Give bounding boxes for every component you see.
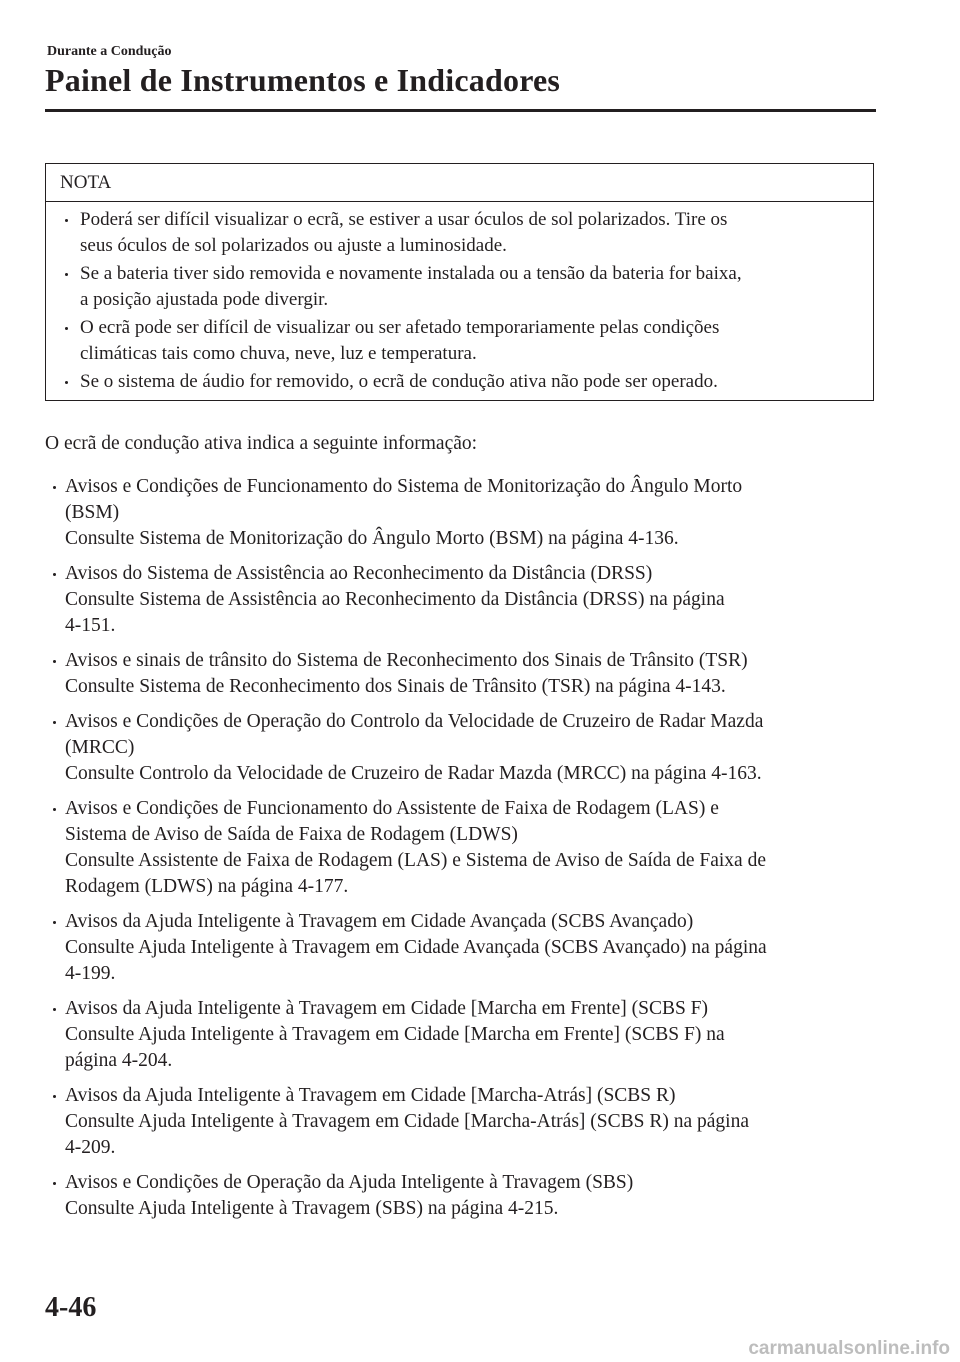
list-item-line: Sistema de Aviso de Saída de Faixa de Rodagem (LDWS) <box>65 824 518 845</box>
list-item-line: a posição ajustada pode divergir. <box>80 289 329 310</box>
list-item <box>45 996 880 1074</box>
list-item-line: Avisos e Condições de Operação do Controlo da Velocidade de Cruzeiro de Radar Mazda <box>65 711 764 732</box>
list-item <box>45 474 880 552</box>
list-item-line: (MRCC) <box>65 737 135 758</box>
info-list <box>45 474 880 1231</box>
list-item <box>45 1083 880 1161</box>
list-item-line: Avisos da Ajuda Inteligente à Travagem em Cidade [Marcha em Frente] (SCBS F) <box>65 998 709 1019</box>
list-item-line: 4-199. <box>65 963 116 984</box>
list-item-line: Avisos e sinais de trânsito do Sistema de Reconhecimento dos Sinais de Trânsito (TSR) <box>65 650 748 671</box>
note-list <box>46 202 873 395</box>
list-item-line: Consulte Sistema de Reconhecimento dos Sinais de Trânsito (TSR) na página 4-143. <box>65 676 726 697</box>
list-item-line: Se o sistema de áudio for removido, o ecrã de condução ativa não pode ser operado. <box>80 371 718 392</box>
bullet-dot <box>53 660 56 663</box>
bullet-dot <box>53 921 56 924</box>
bullet-dot <box>53 721 56 724</box>
list-item-line: página 4-204. <box>65 1050 173 1071</box>
bullet-dot <box>65 327 68 330</box>
note-item <box>46 315 873 367</box>
list-item <box>45 648 880 700</box>
list-item-line: Consulte Controlo da Velocidade de Cruzeiro de Radar Mazda (MRCC) na página 4-163. <box>65 763 762 784</box>
list-item-line: climáticas tais como chuva, neve, luz e temperatura. <box>80 343 477 364</box>
list-item-line: Rodagem (LDWS) na página 4-177. <box>65 876 349 897</box>
list-item-line: Consulte Ajuda Inteligente à Travagem em Cidade [Marcha em Frente] (SCBS F) na <box>65 1024 725 1045</box>
list-item-line: Avisos e Condições de Funcionamento do Sistema de Monitorização do Ângulo Morto <box>65 476 743 497</box>
list-item-line: 4-151. <box>65 615 116 636</box>
note-item <box>46 207 873 259</box>
header-rule <box>45 109 876 112</box>
list-item <box>45 1170 880 1222</box>
list-item-line: Avisos e Condições de Operação da Ajuda Inteligente à Travagem (SBS) <box>65 1172 634 1193</box>
list-item-line: Consulte Assistente de Faixa de Rodagem (LAS) e Sistema de Aviso de Saída de Faixa de <box>65 850 766 871</box>
chapter-title: Painel de Instrumentos e Indicadores <box>45 62 561 98</box>
bullet-dot <box>53 486 56 489</box>
bullet-dot <box>65 381 68 384</box>
bullet-dot <box>53 1095 56 1098</box>
list-item-line: Se a bateria tiver sido removida e novamente instalada ou a tensão da bateria for baixa, <box>80 263 742 284</box>
list-item-line: Consulte Ajuda Inteligente à Travagem em Cidade Avançada (SCBS Avançado) na página <box>65 937 767 958</box>
list-item <box>45 796 880 900</box>
list-item-line: Consulte Sistema de Assistência ao Reconhecimento da Distância (DRSS) na página <box>65 589 725 610</box>
bullet-dot <box>65 219 68 222</box>
list-item-line: 4-209. <box>65 1137 116 1158</box>
list-item-line: Avisos e Condições de Funcionamento do Assistente de Faixa de Rodagem (LAS) e <box>65 798 719 819</box>
list-item-line: Consulte Sistema de Monitorização do Ângulo Morto (BSM) na página 4-136. <box>65 528 679 549</box>
list-item-line: O ecrã pode ser difícil de visualizar ou ser afetado temporariamente pelas condições <box>80 317 720 338</box>
list-item-line: Consulte Ajuda Inteligente à Travagem (SBS) na página 4-215. <box>65 1198 559 1219</box>
page-number: 4-46 <box>45 1292 97 1323</box>
bullet-dot <box>53 1008 56 1011</box>
list-item-line: (BSM) <box>65 502 120 523</box>
list-item-line: Consulte Ajuda Inteligente à Travagem em Cidade [Marcha-Atrás] (SCBS R) na página <box>65 1111 749 1132</box>
section-label: Durante a Condução <box>47 44 172 59</box>
list-item-line: Poderá ser difícil visualizar o ecrã, se estiver a usar óculos de sol polarizados. Tire os <box>80 209 728 230</box>
intro-paragraph: O ecrã de condução ativa indica a seguinte informação: <box>45 433 478 454</box>
list-item-line: Avisos da Ajuda Inteligente à Travagem em Cidade Avançada (SCBS Avançado) <box>65 911 694 932</box>
note-item <box>46 261 873 313</box>
bullet-dot <box>65 273 68 276</box>
bullet-dot <box>53 1182 56 1185</box>
bullet-dot <box>53 808 56 811</box>
list-item-line: seus óculos de sol polarizados ou ajuste a luminosidade. <box>80 235 507 256</box>
list-item-line: Avisos da Ajuda Inteligente à Travagem em Cidade [Marcha-Atrás] (SCBS R) <box>65 1085 676 1106</box>
list-item <box>45 561 880 639</box>
watermark: carmanualsonline.info <box>748 1338 950 1359</box>
note-item <box>46 369 873 395</box>
list-item <box>45 709 880 787</box>
list-item-line: Avisos do Sistema de Assistência ao Reconhecimento da Distância (DRSS) <box>65 563 653 584</box>
bullet-dot <box>53 573 56 576</box>
note-title: NOTA <box>46 164 873 202</box>
note-box <box>45 163 874 401</box>
list-item <box>45 909 880 987</box>
